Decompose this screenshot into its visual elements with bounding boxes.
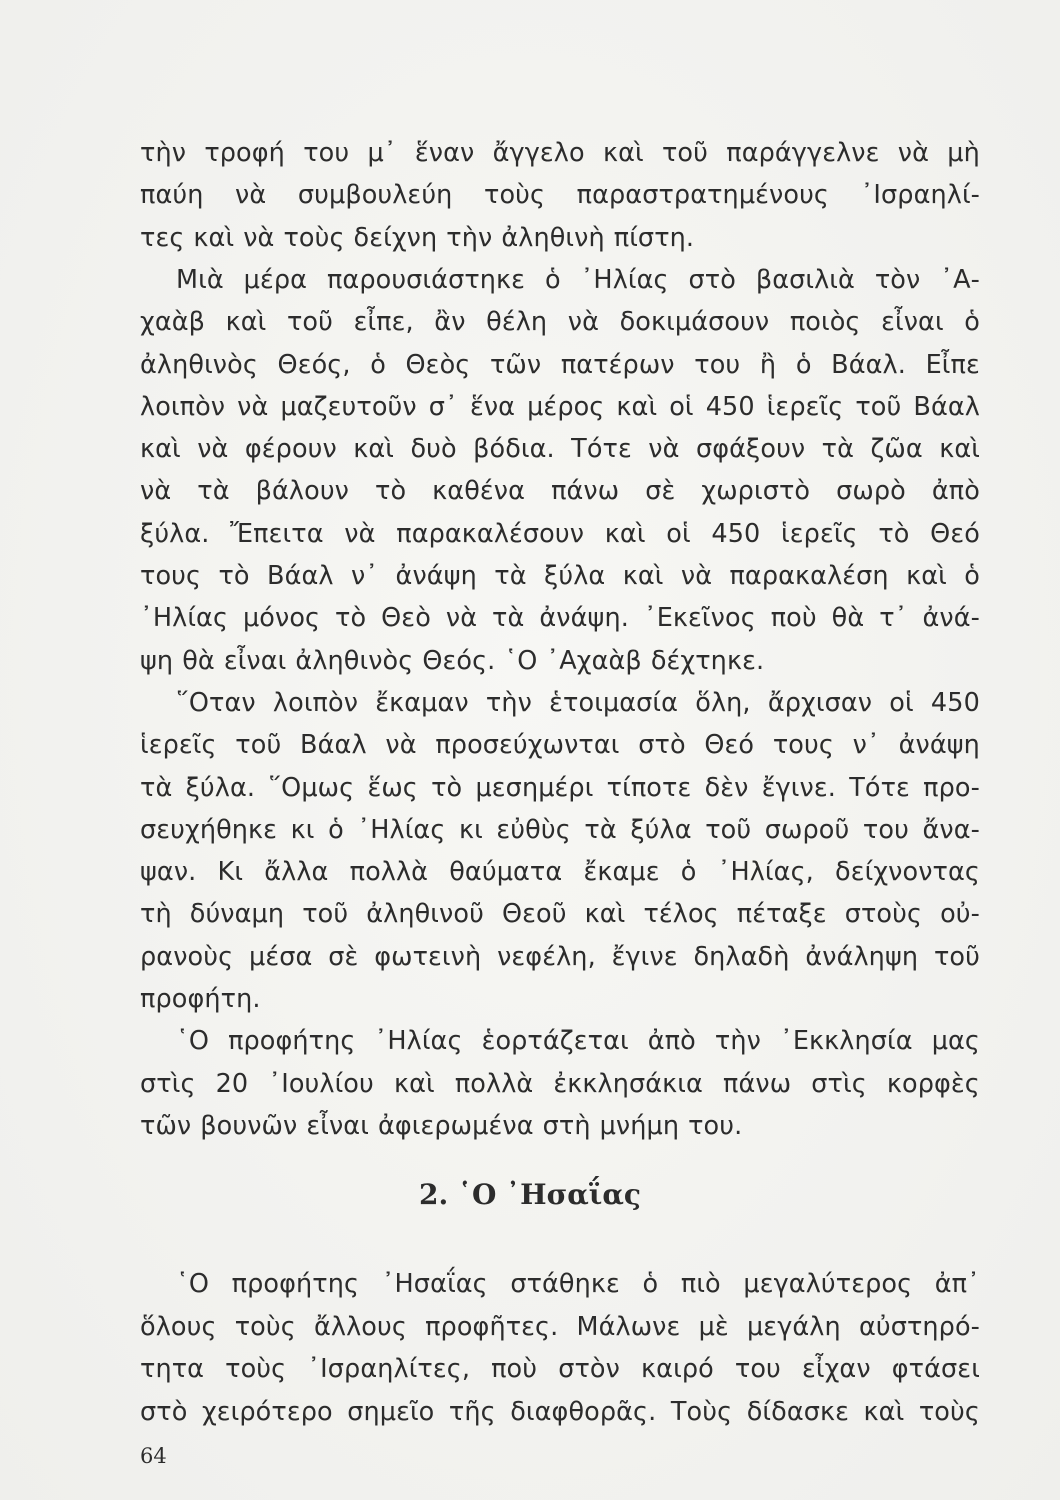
- word: τοὺς: [283, 222, 345, 253]
- word: ἄρχισαν: [767, 687, 873, 718]
- word: τοῦ: [705, 814, 752, 845]
- word: καὶ: [863, 1396, 905, 1427]
- word: καὶ: [225, 307, 267, 338]
- word: τους: [140, 561, 202, 591]
- text-line: [140, 724, 980, 766]
- word: παραστρατημένους: [576, 180, 829, 211]
- word: νὰ: [140, 476, 172, 507]
- word: στὸ: [688, 264, 736, 295]
- word: στὶς: [140, 1068, 196, 1099]
- word: ἔκαμε: [583, 857, 660, 888]
- word: ᾽Α-: [940, 264, 980, 295]
- text-line: [176, 259, 980, 301]
- word: προφήτης: [228, 1026, 356, 1057]
- word: δοκιμάσουν: [619, 307, 770, 338]
- word: στάθηκε: [510, 1269, 620, 1299]
- word: ῾Ο: [176, 1026, 210, 1057]
- word: δυὸ: [410, 434, 457, 465]
- text-line: [140, 851, 980, 893]
- word: σὲ: [645, 476, 676, 507]
- word: τὴν: [714, 1026, 761, 1057]
- word: τὰ: [821, 434, 855, 465]
- word: μεσημέρι: [475, 772, 594, 803]
- word: σευχήθηκε: [140, 814, 278, 845]
- word: 450: [930, 687, 980, 718]
- word: προφήτης: [231, 1269, 360, 1299]
- word: ἕως: [367, 772, 418, 803]
- word: στὴ: [542, 1110, 591, 1141]
- word: ᾽Αχαὰβ: [546, 645, 642, 676]
- word: ξύλα.: [185, 772, 256, 803]
- word: στὸν: [558, 1354, 620, 1384]
- word: νὰ: [897, 138, 930, 168]
- word: παύη: [140, 180, 204, 211]
- word: χωριστὸ: [701, 476, 811, 507]
- word: λοιπὸν: [272, 687, 359, 718]
- text-line: [140, 978, 980, 1020]
- word: δύναμη: [189, 899, 285, 930]
- word: Μιὰ: [176, 264, 224, 295]
- word: σὲ: [328, 941, 359, 972]
- word: τὸ: [335, 603, 367, 634]
- word: φωτεινὴ: [374, 941, 482, 972]
- word: ὁ: [680, 857, 697, 888]
- word: θέλη: [486, 307, 548, 338]
- word: ᾽Ηλίας: [580, 264, 669, 295]
- text-line: [140, 1105, 980, 1147]
- word: ᾽Ηλίας,: [717, 857, 814, 888]
- word: τὸ: [878, 518, 910, 549]
- word: ἔκαμαν: [375, 687, 469, 718]
- word: διαφθορᾶς.: [510, 1396, 657, 1427]
- word: ὁ: [642, 1269, 659, 1299]
- word: νὰ: [237, 391, 269, 422]
- word: ἄνα-: [922, 814, 980, 845]
- word: πέταξε: [736, 899, 827, 930]
- word: ἄλλα: [264, 857, 329, 888]
- word: βάλουν: [255, 476, 350, 507]
- word: τοῦ: [286, 307, 333, 338]
- word: στὸ: [638, 730, 686, 761]
- word: τοῦ: [855, 391, 902, 422]
- section-heading: 2. ῾Ο ᾽Ησαΐας: [419, 1178, 641, 1211]
- word: ὁ: [964, 561, 980, 591]
- text-line: [140, 1391, 980, 1433]
- word: τοὺς: [234, 1311, 296, 1342]
- word: παρακαλέσουν: [396, 518, 585, 549]
- word: νὰ: [243, 222, 275, 253]
- text-line: [140, 217, 980, 259]
- text-line: [140, 428, 980, 470]
- word: ἀληθινὸς: [140, 349, 258, 380]
- word: ποιὸς: [789, 307, 861, 338]
- word: νὰ: [567, 307, 600, 338]
- word: του: [862, 814, 909, 845]
- word: εἶπε,: [353, 307, 414, 338]
- text-line: [140, 936, 980, 978]
- word: ἀπὸ: [647, 1026, 696, 1057]
- word: βασιλιὰ: [755, 264, 855, 295]
- word: λοιπὸν: [140, 391, 226, 422]
- word: ᾽Ησαΐας: [381, 1269, 488, 1299]
- word: καὶ: [622, 561, 664, 591]
- word: τὴν: [485, 687, 532, 718]
- word: αὐστηρό-: [858, 1311, 980, 1342]
- word: ἀνάψη: [898, 730, 980, 761]
- word: καὶ: [393, 1068, 435, 1099]
- word: ᾽Ηλίας: [374, 1026, 463, 1057]
- text-line: [140, 767, 980, 809]
- page-number: 64: [140, 1444, 167, 1468]
- word: ἑορτάζεται: [481, 1026, 629, 1057]
- word: Τότε: [849, 772, 910, 803]
- word: τοὺς: [225, 1354, 287, 1384]
- word: ὁ: [964, 307, 980, 338]
- word: νὰ: [648, 434, 680, 465]
- word: ποὺ: [770, 603, 817, 634]
- word: θὰ: [831, 603, 865, 634]
- word: οἱ: [666, 518, 691, 549]
- word: καὶ: [616, 391, 658, 422]
- word: Θεὸ: [381, 603, 431, 634]
- word: μ᾽: [367, 138, 397, 168]
- word: δείχνη: [353, 222, 438, 253]
- word: ὁ: [795, 349, 812, 380]
- word: καὶ: [353, 434, 395, 465]
- word: Θεός,: [277, 349, 351, 380]
- word: μέσα: [249, 941, 313, 972]
- text-line: [140, 470, 980, 512]
- word: πολλὰ: [454, 1068, 534, 1099]
- word: μὴ: [947, 138, 980, 168]
- text-line: [140, 1063, 980, 1105]
- word: σημεῖο: [347, 1396, 435, 1427]
- word: μέρος: [527, 391, 605, 422]
- word: ἕνα: [469, 391, 516, 422]
- word: δηλαδὴ: [693, 941, 790, 972]
- word: ἀπὸ: [931, 476, 980, 507]
- word: τῆς: [448, 1396, 496, 1427]
- word: καὶ: [939, 434, 980, 465]
- word: κορφὲς: [886, 1068, 980, 1099]
- word: καιρό: [641, 1354, 714, 1384]
- word: τες: [140, 222, 185, 253]
- word: τους: [772, 730, 834, 761]
- word: τροφή: [204, 138, 285, 168]
- word: πίστη.: [613, 222, 695, 253]
- word: ἐκκλησάκια: [553, 1068, 703, 1099]
- text-line: [140, 809, 980, 851]
- word: θὰ: [182, 645, 215, 676]
- word: τὴν: [446, 222, 493, 253]
- word: τὸν: [874, 264, 921, 295]
- word: νὰ: [235, 180, 267, 211]
- word: του: [694, 349, 741, 380]
- word: τῶν: [489, 349, 542, 380]
- word: ὁ: [544, 264, 561, 295]
- word: Κι: [217, 857, 244, 888]
- word: μεγαλύτερος: [743, 1269, 913, 1299]
- word: εἶναι: [881, 307, 944, 338]
- word: νεφέλη,: [497, 941, 596, 972]
- word: πάνω: [723, 1068, 792, 1099]
- word: ρανοὺς: [140, 941, 234, 972]
- word: 20: [215, 1068, 249, 1099]
- word: δέχτηκε.: [650, 645, 765, 676]
- word: μὲ: [698, 1311, 729, 1342]
- word: τὰ: [494, 561, 527, 591]
- word: κι: [290, 814, 315, 845]
- word: του: [734, 1354, 781, 1384]
- word: μας: [931, 1026, 980, 1057]
- word: ἢ: [759, 349, 777, 380]
- word: ᾽Ισραηλίτες,: [307, 1354, 471, 1384]
- word: Μάλωνε: [576, 1311, 681, 1342]
- word: ᾽Ηλίας: [357, 814, 446, 845]
- text-line: [140, 344, 980, 386]
- word: Θεό: [930, 518, 980, 549]
- word: σφάξουν: [695, 434, 806, 465]
- word: ᾽Ηλίας: [140, 603, 229, 634]
- word: καὶ: [602, 138, 644, 168]
- word: ᾽Ισραηλί-: [860, 180, 980, 211]
- text-line: [140, 597, 980, 639]
- word: παρουσιάστηκε: [326, 264, 526, 295]
- word: ν᾽: [852, 730, 880, 761]
- word: ᾽Εκκλησία: [779, 1026, 913, 1057]
- word: παρακαλέση: [729, 561, 889, 591]
- text-line: [176, 1020, 980, 1062]
- word: ᾽Ιουλίου: [268, 1068, 374, 1099]
- word: προφήτη.: [140, 984, 261, 1014]
- word: ἀνά-: [922, 603, 980, 634]
- text-line: [140, 174, 980, 216]
- word: οὐ-: [940, 899, 980, 930]
- word: ὁ: [328, 814, 344, 845]
- word: τὰ: [197, 476, 230, 507]
- word: ἄλλους: [313, 1311, 407, 1342]
- word: καὶ: [906, 561, 947, 591]
- word: εἶναι: [223, 645, 287, 676]
- word: ὅλη,: [695, 687, 751, 718]
- word: οἱ: [669, 391, 694, 422]
- word: ὁ: [370, 349, 386, 380]
- word: στοὺς: [844, 899, 923, 930]
- word: τοῦ: [302, 899, 349, 930]
- word: ἱερεῖς: [140, 730, 217, 761]
- word: ψαν.: [140, 857, 197, 888]
- word: μόνος: [242, 603, 321, 634]
- word: στὸ: [140, 1396, 188, 1427]
- word: Θεό: [704, 730, 755, 761]
- text-line: [140, 1306, 980, 1348]
- word: τητα: [140, 1354, 205, 1384]
- word: συμβουλεύη: [297, 180, 453, 211]
- word: Εἶπε: [925, 349, 980, 380]
- text-line: [176, 682, 980, 724]
- word: ᾽Εκεῖνος: [643, 603, 756, 634]
- word: 450: [705, 391, 755, 422]
- text-line: [140, 386, 980, 428]
- word: τὰ: [492, 603, 525, 634]
- word: ἀφιερωμένα: [377, 1110, 534, 1141]
- text-line: [140, 893, 980, 935]
- word: πιὸ: [680, 1269, 721, 1299]
- word: ἄγγελο: [492, 138, 585, 168]
- word: ἑτοιμασία: [549, 687, 679, 718]
- word: νὰ: [445, 603, 478, 634]
- word: δείχνοντας: [835, 857, 980, 888]
- word: εἶχαν: [801, 1354, 871, 1384]
- word: κι: [458, 814, 483, 845]
- text-line: [140, 132, 980, 174]
- word: φτάσει: [891, 1354, 980, 1384]
- word: καὶ: [193, 222, 235, 253]
- text-line: [140, 640, 980, 682]
- word: ἂν: [434, 307, 466, 338]
- word: παράγγελνε: [726, 138, 880, 168]
- word: τοῦ: [933, 941, 980, 972]
- word: Θεός.: [422, 645, 496, 676]
- text-line: [140, 555, 980, 597]
- word: ἀνάψη.: [539, 603, 629, 634]
- word: δὲν: [704, 772, 749, 803]
- word: τὰ: [584, 814, 617, 845]
- word: μαζευτοῦν: [280, 391, 417, 422]
- word: μέρα: [243, 264, 308, 295]
- word: πατέρων: [560, 349, 675, 380]
- word: Βάαλ: [913, 391, 980, 422]
- word: σωροῦ: [764, 814, 850, 845]
- word: πολλὰ: [349, 857, 429, 888]
- word: του: [303, 138, 350, 168]
- word: εἶναι: [306, 1110, 369, 1141]
- word: ποὺ: [491, 1354, 538, 1384]
- word: τὸ: [375, 476, 407, 507]
- word: δίδασκε: [746, 1396, 850, 1427]
- word: καὶ: [584, 899, 626, 930]
- word: τέλος: [643, 899, 719, 930]
- text-line: [140, 301, 980, 343]
- word: προσεύχωνται: [435, 730, 620, 761]
- word: θαύματα: [449, 857, 563, 888]
- word: ἀληθινὴ: [501, 222, 605, 253]
- word: μεγάλη: [746, 1311, 841, 1342]
- word: ξύλα.: [140, 518, 210, 549]
- word: ἔγινε: [611, 941, 678, 972]
- word: σωρὸ: [836, 476, 906, 507]
- word: προφῆτες.: [425, 1311, 559, 1342]
- word: ν᾽: [350, 561, 379, 591]
- word: ἀπ᾽: [934, 1269, 980, 1299]
- word: χαὰβ: [140, 307, 206, 338]
- word: ἱερεῖς: [766, 391, 844, 422]
- word: του.: [688, 1110, 743, 1141]
- word: Βάαλ: [300, 730, 367, 761]
- word: τὸ: [218, 561, 250, 591]
- word: χειρότερο: [201, 1396, 333, 1427]
- word: ῞Ομως: [268, 772, 355, 803]
- word: φέρουν: [244, 434, 337, 465]
- word: εὐθὺς: [496, 814, 571, 845]
- word: τοὺς: [484, 180, 546, 211]
- text-line: [140, 1348, 980, 1390]
- word: τ᾽: [879, 603, 908, 634]
- word: ἀληθινοῦ: [366, 899, 484, 930]
- word: ξύλα: [544, 561, 606, 591]
- word: Θεὸς: [405, 349, 471, 380]
- word: ῞Οταν: [176, 687, 256, 718]
- word: τοῦ: [661, 138, 708, 168]
- word: ἀνάψη: [395, 561, 477, 591]
- word: σ᾽: [428, 391, 458, 422]
- word: τοὺς: [918, 1396, 980, 1427]
- word: ξύλα: [630, 814, 692, 845]
- word: τῶν: [140, 1110, 192, 1141]
- word: τοῦ: [235, 730, 282, 761]
- word: μνήμη: [599, 1110, 680, 1141]
- word: τὰ: [140, 772, 173, 803]
- word: καὶ: [604, 518, 646, 549]
- word: ζῶα: [870, 434, 923, 465]
- word: νὰ: [680, 561, 713, 591]
- word: νὰ: [344, 518, 376, 549]
- word: ἀληθινὸς: [295, 645, 414, 676]
- word: ῾Ο: [504, 645, 538, 676]
- word: Βάαλ: [266, 561, 334, 591]
- word: Ἔπειτα: [230, 518, 324, 549]
- word: βουνῶν: [200, 1110, 298, 1141]
- text-line: [140, 513, 980, 555]
- text-line: [176, 1263, 980, 1305]
- word: οἱ: [889, 687, 914, 718]
- word: ῾Ο: [176, 1269, 210, 1299]
- word: ἔγινε.: [761, 772, 836, 803]
- word: τὴ: [140, 899, 172, 930]
- word: τίποτε: [606, 772, 692, 803]
- word: Βάαλ.: [831, 349, 906, 380]
- word: καὶ: [140, 434, 181, 465]
- word: Τότε: [571, 434, 632, 465]
- word: προ-: [923, 772, 980, 803]
- word: 450: [711, 518, 761, 549]
- word: στὶς: [811, 1068, 867, 1099]
- word: ἱερεῖς: [781, 518, 858, 549]
- word: πάνω: [551, 476, 620, 507]
- word: νὰ: [197, 434, 229, 465]
- word: καθένα: [432, 476, 526, 507]
- word: ὅλους: [140, 1311, 217, 1342]
- word: ἀνάληψη: [805, 941, 919, 972]
- word: νὰ: [385, 730, 417, 761]
- word: ψη: [140, 645, 174, 676]
- word: τὴν: [140, 138, 187, 168]
- word: ἕναν: [414, 138, 475, 168]
- word: βόδια.: [473, 434, 555, 465]
- word: τὸ: [431, 772, 463, 803]
- word: Τοὺς: [670, 1396, 733, 1427]
- word: Θεοῦ: [501, 899, 567, 930]
